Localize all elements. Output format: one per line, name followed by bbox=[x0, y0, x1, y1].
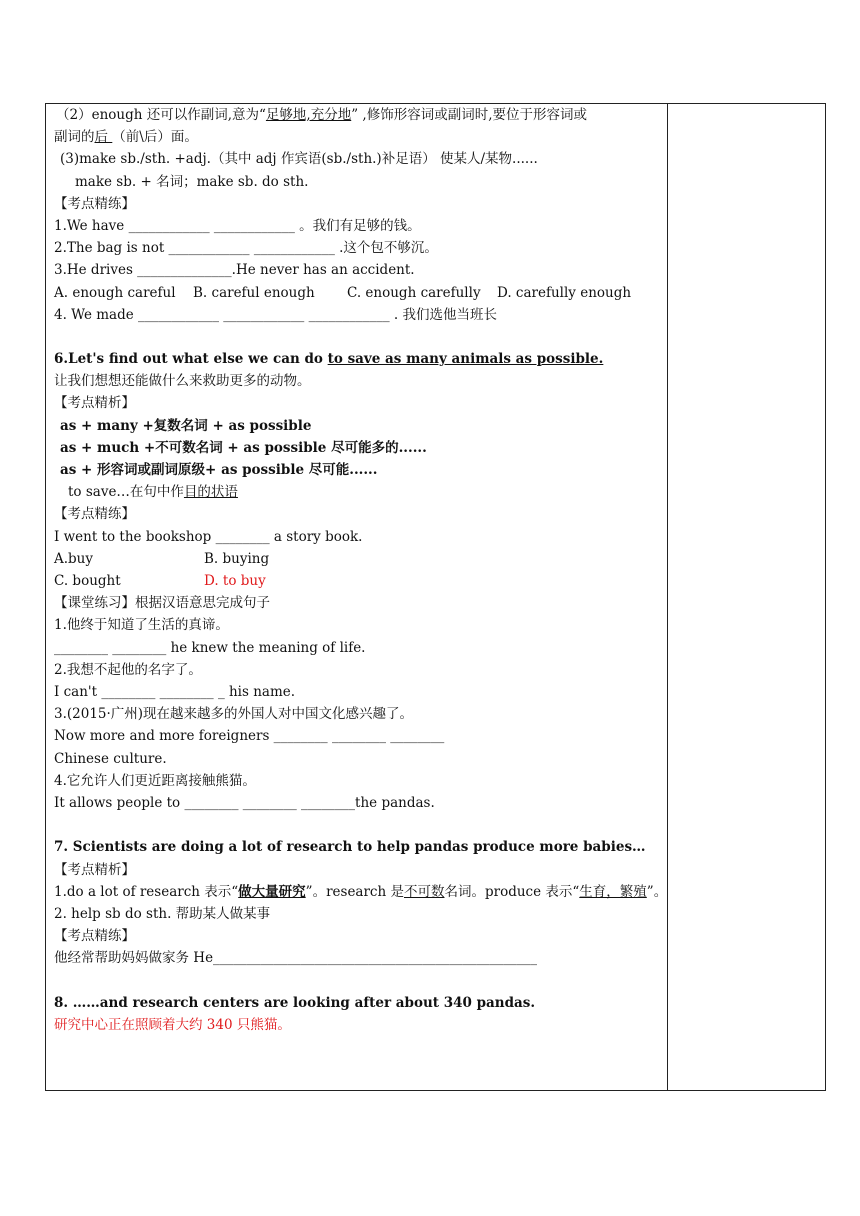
option-c: C. enough carefully bbox=[347, 284, 481, 301]
point-6-heading: 6.Let's find out what else we can do to save as many animals as possible. bbox=[54, 351, 604, 368]
practice-3-english-2: Chinese culture. bbox=[54, 750, 167, 767]
options-ab bbox=[54, 548, 667, 570]
option-d-answer: D. to buy bbox=[204, 573, 266, 590]
rule-many: as + many +复数名词 + as possible bbox=[60, 417, 312, 434]
drill-heading: 【考点精练】 bbox=[54, 506, 135, 523]
research-note: 1.do a lot of research 表示“做大量研究”。research 是不可数名词。produce 表示“生育，繁殖”。 bbox=[54, 883, 668, 900]
practice-1-english: ________ ________ he knew the meaning of life. bbox=[54, 639, 366, 656]
make-rule-line-2: make sb. + 名词；make sb. do sth. bbox=[75, 173, 309, 190]
options-cd bbox=[54, 570, 667, 592]
practice-3-chinese: 3.(2015·广州)现在越来越多的外国人对中国文化感兴趣了。 bbox=[54, 706, 414, 723]
option-b: B. buying bbox=[204, 550, 270, 567]
point-8-heading: 8. ……and research centers are looking after about 340 pandas. bbox=[54, 994, 536, 1011]
practice-2-chinese: 2.我想不起他的名字了。 bbox=[54, 661, 202, 678]
point-6-translation: 让我们想想还能做什么来救助更多的动物。 bbox=[54, 373, 311, 390]
option-c: C. bought bbox=[54, 573, 121, 590]
practice-4-chinese: 4.它允许人们更近距离接触熊猫。 bbox=[54, 772, 256, 789]
enough-adverb-line-1: （2）enough 还可以作副词,意为“足够地,充分地” ,修饰形容词或副词时,要位于形容词或 bbox=[56, 107, 587, 123]
drill-heading: 【考点精练】 bbox=[54, 928, 135, 945]
help-note: 2. help sb do sth. 帮助某人做某事 bbox=[54, 905, 271, 922]
enough-adverb-line-2: 副词的后 （前\后）面。 bbox=[54, 129, 198, 146]
drill-question: I went to the bookshop ________ a story book. bbox=[54, 528, 363, 545]
point-7-heading: 7. Scientists are doing a lot of research to help pandas produce more babies… bbox=[54, 839, 646, 856]
drill-question-2: 2.The bag is not ____________ ____________ .这个包不够沉。 bbox=[54, 240, 438, 257]
main-cell bbox=[46, 104, 668, 1091]
option-a: A. enough careful bbox=[54, 284, 176, 301]
practice-heading: 【课堂练习】根据汉语意思完成句子 bbox=[54, 595, 270, 612]
drill-heading: 【考点精练】 bbox=[54, 195, 135, 212]
lesson-table bbox=[45, 103, 826, 1091]
option-a: A.buy bbox=[54, 550, 94, 567]
purpose-note: to save…在句中作目的状语 bbox=[68, 484, 238, 501]
lesson-content bbox=[46, 104, 667, 1036]
notes-column bbox=[668, 104, 826, 1091]
drill-question-3: 3.He drives ______________.He never has an accident. bbox=[54, 262, 415, 279]
practice-3-english: Now more and more foreigners ________ ________ ________ bbox=[54, 728, 445, 745]
analysis-heading: 【考点精析】 bbox=[54, 395, 135, 412]
drill-question-4: 4. We made ____________ ____________ ____________ . 我们选他当班长 bbox=[54, 306, 497, 323]
drill-question-1: 1.We have ____________ ____________ 。我们有足够的钱。 bbox=[54, 218, 421, 235]
option-b: B. careful enough bbox=[193, 284, 315, 301]
drill-question: 他经常帮助妈妈做家务 He________________________________________________ bbox=[54, 950, 538, 967]
rule-adjective: as + 形容词或副词原级+ as possible 尽可能...... bbox=[60, 462, 378, 479]
rule-much: as + much +不可数名词 + as possible 尽可能多的...... bbox=[60, 439, 427, 456]
practice-4-english: It allows people to ________ ________ ________the pandas. bbox=[54, 795, 435, 812]
make-rule-line: (3)make sb./sth. +adj.（其中 adj 作宾语(sb./sth.)补足语） 使某人/某物...... bbox=[60, 151, 538, 168]
practice-2-english: I can't ________ ________ _ his name. bbox=[54, 684, 296, 701]
option-d: D. carefully enough bbox=[497, 284, 632, 301]
drill-question-3-options bbox=[54, 282, 667, 304]
practice-1-chinese: 1.他终于知道了生活的真谛。 bbox=[54, 617, 229, 634]
point-8-translation: 研究中心正在照顾着大约 340 只熊猫。 bbox=[54, 1016, 291, 1033]
analysis-heading: 【考点精析】 bbox=[54, 861, 135, 878]
